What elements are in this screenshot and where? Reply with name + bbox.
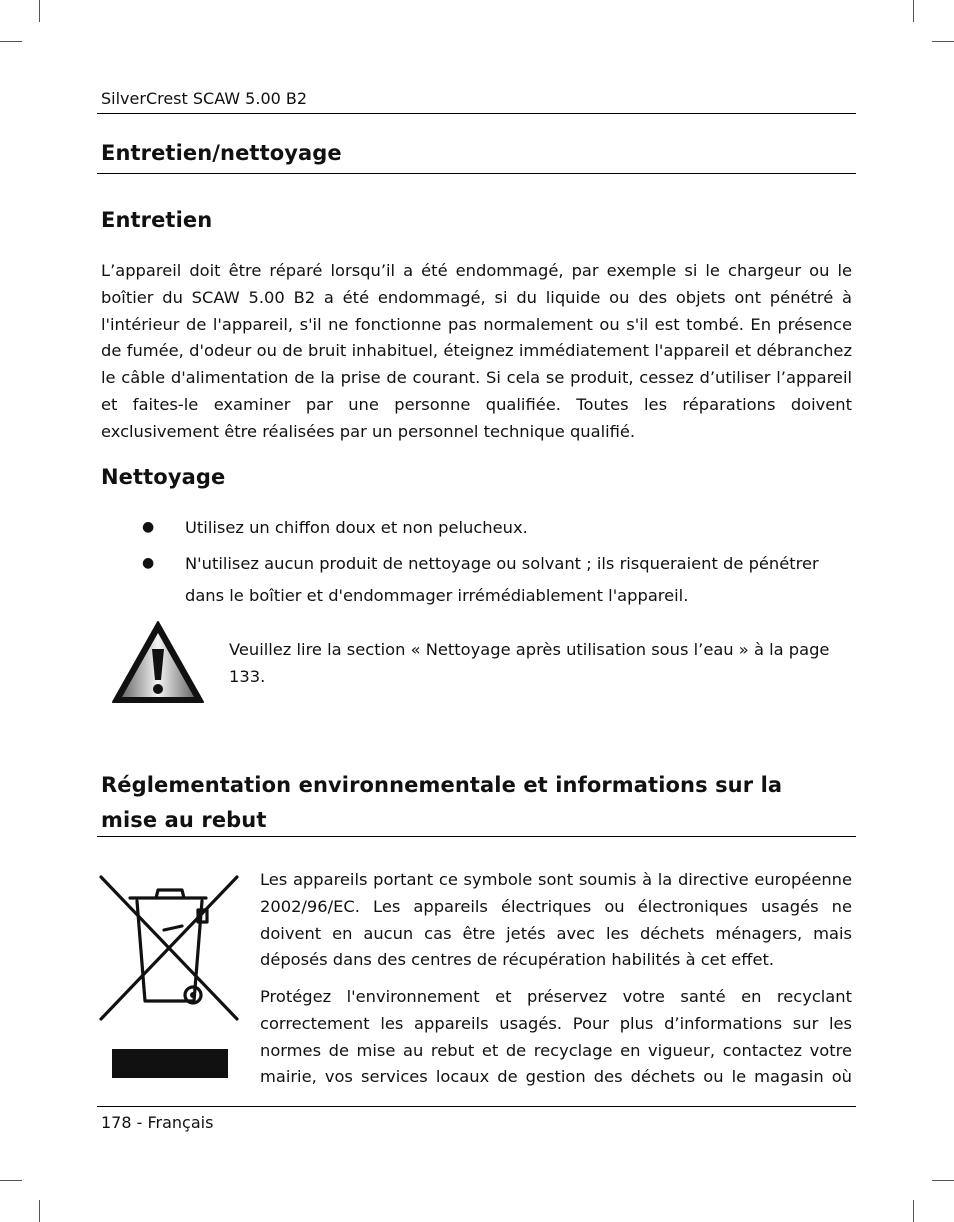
- crop-mark: [0, 1180, 22, 1181]
- crop-mark: [932, 41, 954, 42]
- weee-paragraph-2: Protégez l'environnement et préservez votre santé en recyclant correctement les appareils usagés. Pour plus d’informations sur les normes de mise au rebut et de recyclage en vigueur, contactez votre mairie, vos services locaux de gestion des déchets ou le magasin où: [260, 987, 852, 1087]
- page-number: 178 - Français: [101, 1113, 214, 1132]
- list-item: N'utilisez aucun produit de nettoyage ou solvant ; ils risqueraient de pénétrer dans le boîtier et d'endommager irrémédiablement l'appareil.: [185, 554, 819, 605]
- section-title: Entretien/nettoyage: [101, 141, 342, 165]
- section-rule: [97, 173, 856, 174]
- environment-heading: Réglementation environnementale et informations sur la mise au rebut: [101, 773, 783, 832]
- weee-paragraph-1: Les appareils portant ce symbole sont soumis à la directive européenne 2002/96/EC. Les appareils électriques ou électroniques usagés ne doivent en aucun cas être jetés avec les déchets ménagers, mais déposés dans des centres de récupération habilités à cet effet.: [260, 870, 852, 970]
- entretien-paragraph: L’appareil doit être réparé lorsqu’il a été endommagé, par exemple si le chargeur ou le boîtier du SCAW 5.00 B2 a été endommagé, si du liquide ou des objets ont pénétré à l'intérieur de l'appareil, s'il ne fonctionne pas normalement ou s'il est tombé. En présence de fumée, d'odeur ou de bruit inhabituel, éteignez immédiatement l'appareil et débranchez le câble d'alimentation de la prise de courant. Si cela se produit, cessez d’utiliser l’appareil et faites-le examiner par une personne qualifiée. Toutes les réparations doivent exclusivement être réalisées par un personnel technique qualifié.: [101, 261, 852, 441]
- crop-mark: [39, 0, 40, 22]
- crop-mark: [913, 1200, 914, 1222]
- header-rule: [97, 113, 856, 114]
- bullet-icon: ●: [142, 519, 155, 535]
- list-item: Utilisez un chiffon doux et non pelucheux.: [185, 518, 528, 537]
- running-header: SilverCrest SCAW 5.00 B2: [101, 89, 308, 108]
- crop-mark: [913, 0, 914, 22]
- warning-note: Veuillez lire la section « Nettoyage après utilisation sous l’eau » à la page 133.: [229, 640, 830, 686]
- nettoyage-heading: Nettoyage: [101, 465, 226, 489]
- warning-triangle-icon: [110, 619, 206, 705]
- crop-mark: [39, 1200, 40, 1222]
- footer-rule: [97, 1106, 856, 1107]
- environment-rule: [97, 836, 856, 837]
- bullet-icon: ●: [142, 555, 155, 571]
- crossed-out-bin-icon: [98, 874, 240, 1080]
- entretien-heading: Entretien: [101, 208, 213, 232]
- crop-mark: [932, 1180, 954, 1181]
- crop-mark: [0, 41, 22, 42]
